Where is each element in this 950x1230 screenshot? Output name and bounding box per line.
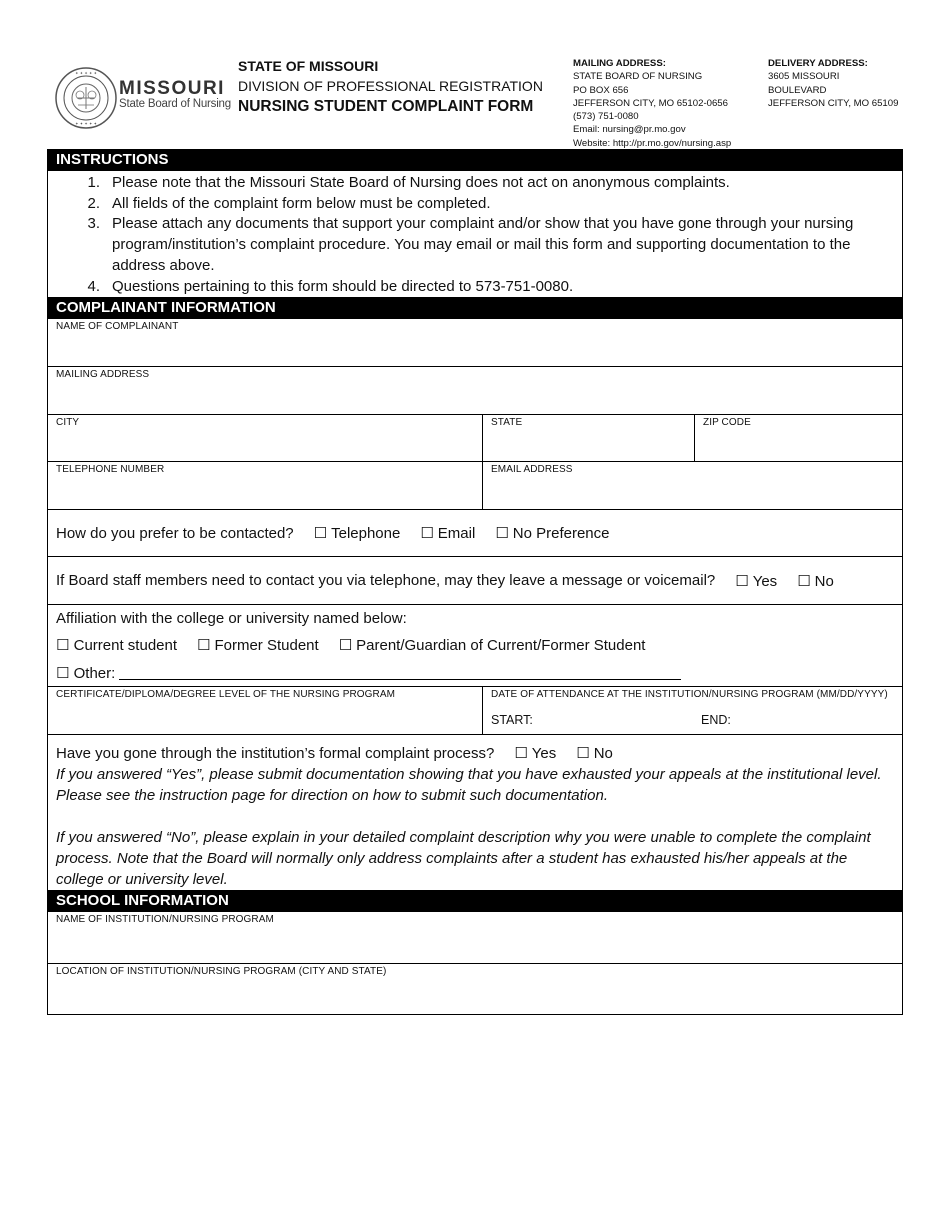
program-row — [48, 686, 902, 734]
checkbox-icon: ☐ — [735, 572, 749, 590]
checkbox-voicemail-no[interactable] — [797, 572, 834, 590]
other-label: Other: — [73, 665, 116, 683]
yes-answer-note: If you answered “Yes”, please submit documentation showing that you have exhausted your appeals at the institutional level. Please see the instruction page for direction on how to submit such documentation. — [56, 766, 882, 805]
voicemail-permission — [48, 557, 902, 604]
affiliation-options — [48, 630, 902, 660]
checkbox-icon: ☐ — [338, 637, 353, 655]
delivery-address-block — [768, 57, 908, 110]
checkbox-parent-guardian[interactable] — [339, 636, 646, 654]
degree-level-field[interactable] — [48, 687, 482, 734]
checkbox-telephone[interactable] — [314, 524, 401, 542]
wordmark-subtitle: State Board of Nursing — [119, 98, 231, 110]
end-date-input[interactable] — [701, 713, 731, 727]
wordmark-missouri: MISSOURI — [119, 78, 225, 99]
checkbox-icon: ☐ — [495, 525, 509, 543]
phone-email-row — [48, 461, 902, 509]
complainant-name-label: NAME OF COMPLAINANT — [56, 321, 179, 333]
complainant-name-field[interactable] — [48, 319, 902, 366]
institution-location-field[interactable] — [48, 964, 902, 1014]
checkbox-current-student[interactable] — [56, 636, 177, 654]
institution-name-label: NAME OF INSTITUTION/NURSING PROGRAM — [56, 914, 274, 926]
svg-text:✦ ✦ ✦ ✦ ✦: ✦ ✦ ✦ ✦ ✦ — [75, 121, 97, 126]
checkbox-former-student[interactable] — [197, 636, 319, 654]
affiliation-row — [48, 604, 902, 686]
option-label: No — [593, 745, 613, 763]
complaint-form — [47, 149, 903, 1015]
instruction-item — [48, 173, 902, 194]
city-field[interactable] — [48, 415, 482, 461]
institution-name-field[interactable] — [48, 912, 902, 963]
checkbox-process-no[interactable] — [576, 744, 613, 762]
instruction-text: All fields of the complaint form below must be completed. — [112, 194, 491, 212]
instructions-heading: INSTRUCTIONS — [48, 149, 902, 171]
division-title: DIVISION OF PROFESSIONAL REGISTRATION — [238, 78, 543, 94]
mailing-address-label: MAILING ADDRESS: — [573, 58, 666, 69]
mailing-phone: (573) 751-0080 — [573, 111, 639, 123]
option-label: No Preference — [512, 525, 610, 543]
voicemail-row — [48, 556, 902, 604]
mailing-line: JEFFERSON CITY, MO 65102-0656 — [573, 97, 728, 109]
telephone-label: TELEPHONE NUMBER — [56, 464, 165, 476]
delivery-line: JEFFERSON CITY, MO 65109 — [768, 97, 899, 109]
board-wordmark — [119, 80, 231, 111]
instruction-number: 2. — [87, 194, 100, 212]
state-label: STATE — [491, 417, 523, 429]
form-header — [55, 55, 905, 150]
delivery-line: BOULEVARD — [768, 84, 827, 96]
city-label: CITY — [56, 417, 80, 429]
mailing-line: STATE BOARD OF NURSING — [573, 71, 703, 83]
instruction-item — [48, 277, 902, 298]
attendance-date-field — [482, 687, 902, 734]
school-heading: SCHOOL INFORMATION — [48, 890, 902, 912]
checkbox-other[interactable] — [56, 664, 115, 682]
instruction-text: Please note that the Missouri State Board of Nursing does not act on anonymous complaints. — [112, 174, 730, 191]
institution-name-row — [48, 912, 902, 963]
checkbox-icon: ☐ — [197, 637, 211, 655]
option-label: No — [814, 572, 834, 590]
start-date-input[interactable] — [491, 713, 533, 727]
no-answer-note: If you answered “No”, please explain in your detailed complaint description why you were unable to complete the complaint process. Note that the Board will normally only address complaints after a student has exhausted his/her appeals at the college or university level. — [56, 829, 871, 889]
mailing-address-row — [48, 366, 902, 414]
checkbox-icon: ☐ — [576, 745, 590, 763]
checkbox-icon: ☐ — [313, 525, 328, 543]
option-label: Former Student — [214, 637, 319, 655]
state-title: STATE OF MISSOURI — [238, 58, 379, 74]
delivery-line: 3605 MISSOURI — [768, 71, 840, 83]
instruction-number: 4. — [87, 277, 100, 295]
telephone-field[interactable] — [48, 462, 482, 509]
delivery-address-label: DELIVERY ADDRESS: — [768, 58, 868, 69]
checkbox-icon: ☐ — [797, 572, 811, 590]
option-label: Email — [437, 525, 476, 543]
institution-location-row — [48, 963, 902, 1014]
city-state-zip-row — [48, 414, 902, 461]
checkbox-voicemail-yes[interactable] — [735, 572, 777, 590]
state-field[interactable] — [482, 415, 694, 461]
instruction-number: 1. — [87, 174, 100, 191]
voicemail-question: If Board staff members need to contact you via telephone, may they leave a message or voicemail? — [56, 572, 716, 590]
instruction-item — [48, 214, 902, 276]
mailing-address-field-label: MAILING ADDRESS — [56, 369, 150, 381]
end-label: END: — [701, 713, 731, 728]
option-label: Current student — [73, 637, 178, 655]
email-field[interactable] — [482, 462, 902, 509]
mailing-address-field[interactable] — [48, 367, 902, 414]
institution-location-label: LOCATION OF INSTITUTION/NURSING PROGRAM (CITY AND STATE) — [56, 966, 387, 978]
option-label: Yes — [752, 572, 778, 590]
zip-code-label: ZIP CODE — [703, 417, 751, 429]
instruction-item — [48, 194, 902, 215]
affiliation-other — [48, 660, 902, 686]
contact-question: How do you prefer to be contacted? — [56, 524, 294, 542]
process-question: Have you gone through the institution’s formal complaint process? — [56, 744, 495, 762]
mailing-email: Email: nursing@pr.mo.gov — [573, 124, 686, 136]
affiliation-question: Affiliation with the college or university named below: — [56, 610, 407, 628]
mailing-website: Website: http://pr.mo.gov/nursing.asp — [573, 137, 732, 149]
form-title: NURSING STUDENT COMPLAINT FORM — [238, 98, 534, 115]
option-label: Yes — [531, 745, 557, 763]
checkbox-icon: ☐ — [56, 637, 70, 655]
checkbox-icon: ☐ — [514, 745, 528, 763]
instruction-number: 3. — [87, 215, 100, 233]
attendance-date-label: DATE OF ATTENDANCE AT THE INSTITUTION/NURSING PROGRAM (MM/DD/YYYY) — [491, 689, 888, 701]
instructions-list — [48, 171, 902, 297]
svg-text:✦ ✦ ✦ ✦ ✦: ✦ ✦ ✦ ✦ ✦ — [75, 70, 97, 76]
complaint-process — [48, 742, 902, 764]
complainant-name-row — [48, 319, 902, 366]
checkbox-icon: ☐ — [56, 665, 70, 683]
instruction-text: Please attach any documents that support your complaint and/or show that you have gone through your nursing program/institution’s complaint procedure. You may email or mail this form and supporting documentation to the address above. — [112, 215, 854, 274]
start-label: START: — [491, 713, 533, 728]
complaint-process-row — [48, 734, 902, 890]
checkbox-icon: ☐ — [420, 525, 434, 543]
checkbox-email[interactable] — [420, 524, 475, 542]
contact-preference — [48, 510, 902, 556]
state-seal-icon — [55, 67, 117, 129]
degree-level-label: CERTIFICATE/DIPLOMA/DEGREE LEVEL OF THE NURSING PROGRAM — [56, 689, 396, 701]
other-input-line[interactable] — [119, 666, 681, 680]
form-titles — [238, 57, 543, 117]
complainant-heading: COMPLAINANT INFORMATION — [48, 297, 902, 319]
mailing-line: PO BOX 656 — [573, 84, 629, 96]
zip-code-field[interactable] — [694, 415, 902, 461]
email-label: EMAIL ADDRESS — [491, 464, 573, 476]
instruction-text: Questions pertaining to this form should be directed to 573-751-0080. — [112, 277, 574, 295]
checkbox-no-preference[interactable] — [495, 524, 609, 542]
contact-preference-row — [48, 509, 902, 556]
option-label: Telephone — [331, 525, 401, 543]
option-label: Parent/Guardian of Current/Former Student — [356, 637, 646, 655]
checkbox-process-yes[interactable] — [514, 744, 556, 762]
mailing-address-block — [573, 57, 731, 150]
